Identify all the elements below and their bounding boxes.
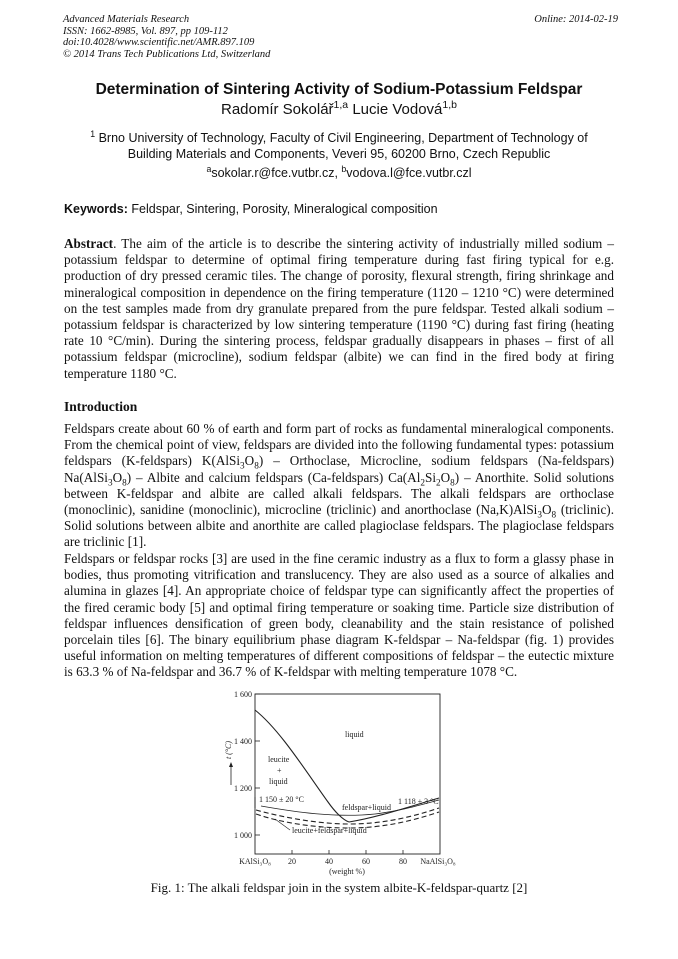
subscript: 2 [436, 477, 441, 488]
affiliation-text: Brno University of Technology, Faculty of Civil Engineering, Department of Technology of Building Materials and Components, Veveri 95, 60200 Brno, Czech Republic [98, 131, 588, 161]
x-tick-label: 40 [325, 857, 333, 866]
intro-p1-text: Feldspars create about 60 % of earth and form part of rocks as fundamental mineralogical components. From the chemical point of view, feldspars are divided into the following fundamental types: potassium feldspars (K-feldspars) K(AlSi [64, 421, 614, 469]
emails [0, 163, 678, 180]
authors [0, 101, 678, 118]
author-2-sup: 1,b [442, 99, 457, 111]
subscript: 3 [537, 509, 542, 520]
affiliation-sup: 1 [90, 128, 96, 139]
introduction-heading: Introduction [64, 399, 138, 414]
x-tick-label: 80 [399, 857, 407, 866]
liquidus-leucite-curve [255, 710, 349, 822]
keywords-label: Keywords: [64, 202, 128, 216]
email-a[interactable]: sokolar.r@fce.vutbr.cz, [211, 166, 342, 180]
intro-p1-text: ) – Albite and calcium feldspars (Ca-feldspars) Ca(Al [126, 469, 421, 485]
y-axis-arrowhead [229, 762, 233, 767]
label-leader-line [275, 819, 290, 830]
y-tick-label: 1 600 [234, 690, 252, 699]
email-b-sup: b [341, 163, 347, 174]
subscript: 3 [107, 477, 113, 488]
region-feldspar-liquid: feldspar+liquid [342, 803, 391, 812]
y-axis-label: t (°C) [224, 740, 233, 760]
intro-paragraph-2: Feldspars or feldspar rocks [3] are used in the fine ceramic industry as a flux to form a glassy phase in bodies, thus promoting vitrification and translucency. They are also used as a source of alkalies and alumina in glazes [4]. An appropriate choice of feldspar type can significantly affect the properties of the fired ceramic body [5] and optimal firing temperature or soaking time. Particle size distribution of feldspar influences densification of green body, cleanability and the stain resistance of polished porcelain tiles [6]. The binary equilibrium phase diagram K-feldspar – Na-feldspar (fig. 1) provides useful information on melting temperatures of different compositions of feldspar – the eutectic mixture is 63.3 % of Na-feldspar and 36.7 % of K-feldspar with melting temperature 1078 °C. [64, 551, 614, 680]
abstract-text: . The aim of the article is to describe the sintering activity of industrially milled sodium – potassium feldspar to determine of optimal firing temperature during fast firing typical for e.g. production of dry pressed ceramic tiles. The change of porosity, flexural strength, firing shrinkage and mineralogical composition in dependence on the firing temperature (1120 – 1210 °C) were determined on the test samples made from dry granulate prepared from the pure feldspar. Tested alkali sodium – potassium feldspar is characterized by low sintering temperature (1190 °C) during fast firing (heating rate 10 °C/min). During the sintering process, feldspar gradually disappears in phases – first of all potassium feldspar (microcline), sodium feldspar (albite) we can find in the fired body at firing temperature 1180 °C. [64, 236, 614, 381]
intro-paragraph-1 [64, 421, 614, 551]
temp-right-label: 1 118 ± 3 °C [398, 797, 439, 806]
abstract [64, 236, 614, 382]
region-leucite-plus: + [277, 766, 282, 775]
subscript: 8 [450, 477, 455, 488]
email-b[interactable]: vodova.l@fce.vutbr.czl [346, 166, 472, 180]
journal-header [63, 14, 270, 60]
subscript: 3 [240, 461, 245, 472]
subscript: 8 [122, 477, 127, 488]
issn-line: ISSN: 1662-8985, Vol. 897, pp 109-112 [63, 25, 228, 37]
phase-diagram [225, 690, 455, 878]
affiliation [74, 130, 604, 162]
x-tick-label: 60 [362, 857, 370, 866]
region-leucite-liquid: liquid [269, 777, 288, 786]
x-axis-label: (weight %) [329, 867, 365, 876]
keywords-text: Feldspar, Sintering, Porosity, Mineralogical composition [131, 202, 438, 216]
figure-caption: Fig. 1: The alkali feldspar join in the system albite-K-feldspar-quartz [2] [150, 880, 528, 895]
intro-p1-text: O [244, 453, 255, 469]
intro-p1-text: O [440, 469, 451, 485]
intro-p1-text: ) – Orthoclase, Microcline, sodium feldspars (Na-feldspars) Na(AlSi [64, 453, 615, 485]
intro-p1-text: O [541, 502, 552, 518]
copyright-line: © 2014 Trans Tech Publications Ltd, Switzerland [63, 48, 271, 60]
intro-p1-text: (triclinic). Solid solutions between albite and anorthite are called plagioclase feldspars. The plagioclase feldspars are triclinic [1]. [64, 502, 614, 550]
journal-name: Advanced Materials Research [63, 14, 190, 25]
subscript: 2 [420, 477, 425, 488]
intro-p1-text: O [112, 469, 123, 485]
region-leucite: leucite [268, 755, 290, 764]
y-tick-label: 1 200 [234, 784, 252, 793]
author-1: Radomír Sokolář [220, 101, 334, 118]
online-date: Online: 2014-02-19 [534, 14, 618, 25]
x-tick-label: KAlSi₃O₈ [239, 857, 271, 866]
author-2: Lucie Vodová [352, 101, 443, 118]
paper-title: Determination of Sintering Activity of Sodium-Potassium Feldspar [95, 81, 583, 98]
subscript: 8 [254, 461, 259, 472]
region-liquid: liquid [345, 730, 364, 739]
intro-p1-text: Si [425, 469, 436, 485]
x-tick-label: NaAlSi₃O₈ [420, 857, 456, 866]
author-1-sup: 1,a [333, 99, 349, 111]
subscript: 8 [551, 509, 557, 520]
x-tick-label: 20 [288, 857, 296, 866]
temp-left-label: 1 150 ± 20 °C [259, 795, 304, 804]
y-tick-label: 1 400 [234, 737, 252, 746]
doi-line: doi:10.4028/www.scientific.net/AMR.897.109 [63, 37, 255, 48]
region-leucite-feldspar-liquid: leucite+feldspar+liquid [292, 826, 367, 835]
abstract-label: Abstract [64, 236, 114, 251]
email-a-sup: a [206, 163, 212, 174]
keywords [64, 202, 438, 216]
y-tick-label: 1 000 [234, 831, 252, 840]
intro-p1-text: ) – Anorthite. Solid solutions between K-feldspar and albite are called alkali feldspars. The alkali feldspars are orthoclase (monoclinic), sanidine (monoclinic), microcline (triclinic) and anorthoclase (Na,K)AlSi [64, 469, 614, 518]
